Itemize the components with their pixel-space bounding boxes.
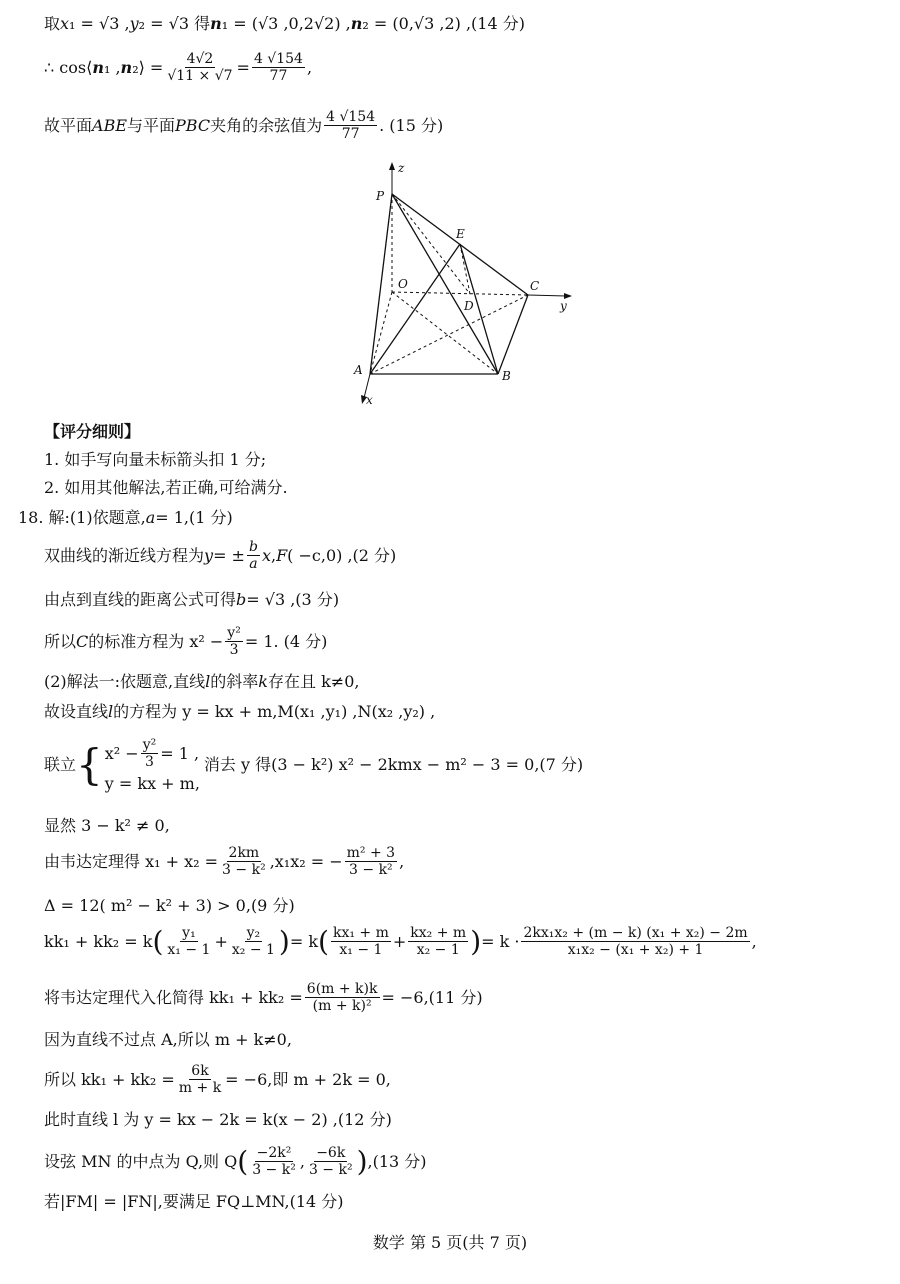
plane-pbc: PBC xyxy=(175,115,211,135)
solution-line-cosine xyxy=(44,52,312,83)
page-footer: 数学 第 5 页(共 7 页) xyxy=(372,1233,528,1252)
text: 夹角的余弦值为 xyxy=(210,115,323,135)
rubric-title: 【评分细则】 xyxy=(44,422,141,441)
solution-line-asymptote: 双曲线的渐近线方程为 y = ± $\frac{b}{a}$ x , F ( −c,0) ,(2 分) xyxy=(44,539,397,572)
z-axis-arrow-icon xyxy=(389,162,395,170)
vector-n: n xyxy=(350,14,363,33)
y-axis xyxy=(528,295,566,296)
rubric-item-1: 1. 如手写向量未标箭头扣 1 分; xyxy=(44,450,267,469)
text: ₂ = √3 得 xyxy=(138,14,211,33)
solution-line-system: 联立 { x² − $\frac{\text{y²}}{3}$ = 1 , y = kx + m, 消去 y 得(3 − k²) x² − 2kmx − m² − 3 = 0,(7 分) xyxy=(44,737,584,793)
vector-n1: n xyxy=(92,57,104,77)
plane-abe: ABE xyxy=(92,115,128,135)
label-a: A xyxy=(354,363,363,377)
fraction: $\frac{4 √154}{77}$ xyxy=(326,109,376,142)
text: ∴ cos⟨ xyxy=(44,57,93,77)
text: . (15 分) xyxy=(379,115,444,135)
solution-line-set-line: 故设直线 l 的方程为 y = kx + m,M(x₁ ,y₁) ,N(x₂ ,y₂) , xyxy=(44,702,436,721)
label-d: D xyxy=(464,299,474,313)
solution-line-conclusion xyxy=(44,110,443,141)
text: ₂⟩ = xyxy=(132,57,164,77)
rubric-item-2: 2. 如用其他解法,若正确,可给满分. xyxy=(44,478,288,497)
var-x: x xyxy=(60,14,70,33)
solution-line-delta: Δ = 12( m² − k² + 3) > 0,(9 分) xyxy=(44,896,295,915)
edge-bc xyxy=(498,295,528,374)
solution-line-distance: 由点到直线的距离公式可得 b = √3 ,(3 分) xyxy=(44,590,340,609)
edge-ob xyxy=(392,292,498,374)
text: ₁ , xyxy=(103,57,121,77)
label-e: E xyxy=(456,227,465,241)
solution-line-perpendicular: 若|FM| = |FN|,要满足 FQ⊥MN,(14 分) xyxy=(44,1192,344,1211)
text: ₂ = (0,√3 ,2) ,(14 分) xyxy=(362,14,525,33)
geometry-figure xyxy=(340,160,580,410)
text: ₁ = (√3 ,0,2√2) , xyxy=(221,14,351,33)
solution-line-not-through-a: 因为直线不过点 A,所以 m + k≠0, xyxy=(44,1030,292,1049)
vector-n2: n xyxy=(120,57,133,77)
label-o: O xyxy=(398,277,408,291)
label-z: z xyxy=(398,161,405,175)
text: ₁ = √3 , xyxy=(69,14,130,33)
label-y: y xyxy=(560,299,567,313)
solution-line-substitute: 将韦达定理代入化简得 kk₁ + kk₂ = $\frac{6(m + k)k}{\text{(m + k)²}}$ = −6,(11 分) xyxy=(44,981,483,1014)
text: = xyxy=(236,57,250,77)
fraction: $\frac{4 √154}{77}$ xyxy=(253,51,303,84)
solution-line-midpoint: 设弦 MN 的中点为 Q,则 Q ( $\frac{\text{−2k²}}{\text{3 − k²}}$ , $\frac{-6k}{\text{3 − k²}}$ ) ,(13 分) xyxy=(44,1144,427,1178)
text: 故平面 xyxy=(44,115,93,135)
edge-ac xyxy=(370,295,528,374)
vector-n: n xyxy=(210,14,222,33)
solution-line-fixed-line: 此时直线 l 为 y = kx − 2k = k(x − 2) ,(12 分) xyxy=(44,1110,392,1129)
solution-line-nonzero: 显然 3 − k² ≠ 0, xyxy=(44,816,170,835)
text: 取 xyxy=(44,14,61,33)
label-x: x xyxy=(366,393,373,407)
solution-line-thus: 所以 kk₁ + kk₂ = $\frac{6k}{m + k}$ = −6,即 m + 2k = 0, xyxy=(44,1063,391,1096)
fraction: $\frac{4√2}{√11 \times √7}$ xyxy=(167,51,233,84)
text: 与平面 xyxy=(127,115,176,135)
var-y: y xyxy=(129,14,139,33)
label-b: B xyxy=(502,369,511,383)
solution-line-standard-equation: 所以 C 的标准方程为 x² − $\frac{\text{y²}}{3}$ = 1. (4 分) xyxy=(44,625,328,658)
label-c: C xyxy=(530,279,540,293)
solution-line-method-1: (2)解法一:依题意,直线 l 的斜率 k 存在且 k≠0, xyxy=(44,672,360,691)
edge-oc xyxy=(392,292,528,295)
solution-line-vieta: 由韦达定理得 x₁ + x₂ = $\frac{2km}{\text{3 − k²}}$ ,x₁x₂ = − $\frac{\text{m² + 3}}{\text{3 − k²}}$ , xyxy=(44,845,405,878)
solution-line-normal-vectors xyxy=(44,16,525,32)
edge-oa xyxy=(370,292,392,374)
text: , xyxy=(306,57,313,77)
label-p: P xyxy=(376,189,385,203)
question-18-start: 18. 解:(1)依题意, a = 1,(1 分) xyxy=(18,508,233,527)
edge-pb xyxy=(392,194,498,374)
solution-line-slope-sum: kk₁ + kk₂ = k ( $\frac{\text{y₁}}{\text{x₁ − 1}}$ + $\frac{\text{y₂}}{\text{x₂ − 1}}$ ) = k ( $\frac{\text{kx₁ + m}}{\text{x₁ − 1}}$ + $\frac{\text{kx₂ + m}}{\text{x₂ − 1}}$ ) = k · $\frac{\text{2kx₁x₂ + (m − k) (x₁ + x₂) − 2m}}{\text{x₁x₂ − (x₁ + x₂) + 1}}$ , xyxy=(44,924,757,958)
